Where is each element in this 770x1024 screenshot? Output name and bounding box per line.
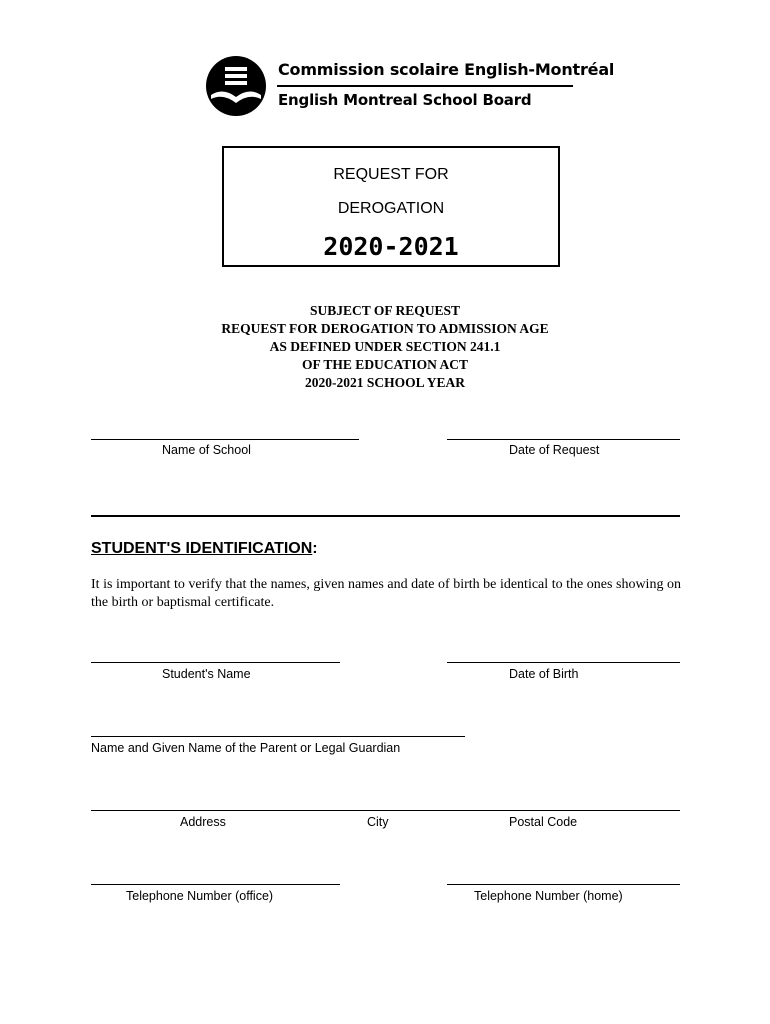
date-of-request-line[interactable] (447, 439, 680, 440)
section-title-text: STUDENT'S IDENTIFICATION (91, 540, 313, 557)
name-of-school-line[interactable] (91, 439, 359, 440)
section-title-colon: : (312, 540, 318, 557)
subject-line: 2020-2021 SCHOOL YEAR (304, 375, 466, 390)
school-board-logo-icon (205, 55, 267, 117)
name-of-school-label: Name of School (162, 443, 251, 457)
org-name-english: English Montreal School Board (278, 91, 532, 109)
parent-name-label: Name and Given Name of the Parent or Legal Guardian (91, 741, 401, 755)
tel-office-label: Telephone Number (office) (126, 889, 274, 903)
date-of-request-label: Date of Request (509, 443, 600, 457)
tel-home-line[interactable] (447, 884, 680, 885)
city-label: City (367, 815, 389, 829)
subject-block (0, 302, 770, 392)
students-name-line[interactable] (91, 662, 340, 663)
identification-note: It is important to verify that the names, given names and date of birth be identical to the ones showing on the birth or baptismal certificate. (91, 577, 681, 610)
subject-line: AS DEFINED UNDER SECTION 241.1 (269, 339, 501, 354)
postal-code-label: Postal Code (509, 815, 578, 829)
section-divider (91, 515, 680, 517)
tel-home-label: Telephone Number (home) (474, 889, 623, 903)
title-year: 2020-2021 (323, 232, 459, 261)
date-of-birth-label: Date of Birth (509, 667, 579, 681)
tel-office-line[interactable] (91, 884, 340, 885)
subject-line: OF THE EDUCATION ACT (302, 357, 468, 372)
date-of-birth-line[interactable] (447, 662, 680, 663)
parent-name-line[interactable] (91, 736, 465, 737)
address-line[interactable] (91, 810, 680, 811)
org-name-french: Commission scolaire English-Montréal (278, 60, 615, 79)
subject-line: SUBJECT OF REQUEST (309, 303, 461, 318)
students-name-label: Student's Name (162, 667, 251, 681)
address-label: Address (180, 815, 226, 829)
subject-line: REQUEST FOR DEROGATION TO ADMISSION AGE (221, 321, 549, 336)
org-divider (277, 85, 573, 87)
title-line-2: DEROGATION (337, 200, 445, 217)
title-line-1: REQUEST FOR (333, 166, 449, 183)
student-identification-title (91, 540, 318, 558)
